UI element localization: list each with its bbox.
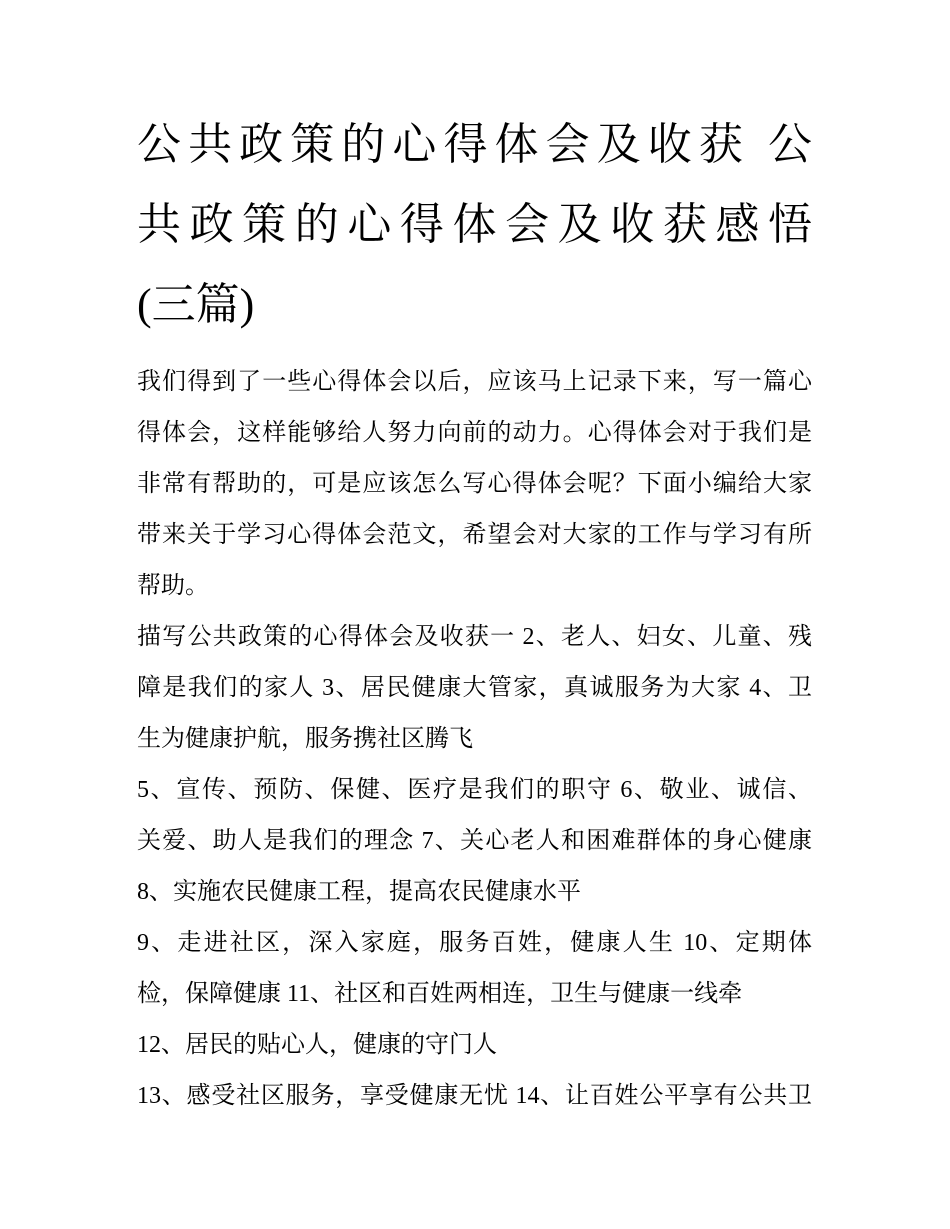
text-line: 关爱、助人是我们的理念 7、关心老人和困难群体的身心健康 <box>137 828 812 854</box>
paragraph-slogans-5 <box>137 1020 812 1071</box>
paragraph-intro <box>137 357 812 612</box>
text-line: 5、宣传、预防、保健、医疗是我们的职守 6、敬业、诚信、 <box>137 777 812 803</box>
text-line: 障是我们的家人 3、居民健康大管家，真诚服务为大家 4、卫 <box>137 675 812 701</box>
text-line: 13、感受社区服务，享受健康无忧 14、让百姓公平享有公共卫 <box>137 1083 812 1109</box>
text-line: 9、走进社区，深入家庭，服务百姓，健康人生 10、定期体 <box>137 930 812 956</box>
text-line: 检，保障健康 11、社区和百姓两相连，卫生与健康一线牵 <box>137 981 743 1007</box>
title-line: (三篇) <box>137 280 255 329</box>
text-line: 描写公共政策的心得体会及收获一 2、老人、妇女、儿童、残 <box>137 624 812 650</box>
page-content <box>137 105 812 1122</box>
text-line: 带来关于学习心得体会范文，希望会对大家的工作与学习有所 <box>137 522 812 548</box>
paragraph-slogans-1 <box>137 612 812 765</box>
title-line: 公共政策的心得体会及收获 公 <box>137 120 812 169</box>
title-line: 共政策的心得体会及收获感悟 <box>137 200 812 249</box>
text-line: 得体会，这样能够给人努力向前的动力。心得体会对于我们是 <box>137 420 812 446</box>
text-line: 帮助。 <box>137 573 209 599</box>
text-line: 12、居民的贴心人，健康的守门人 <box>137 1032 497 1058</box>
paragraph-slogans-4 <box>137 918 812 1020</box>
text-line: 非常有帮助的，可是应该怎么写心得体会呢？下面小编给大家 <box>137 471 812 497</box>
document-title <box>137 105 812 345</box>
text-line: 我们得到了一些心得体会以后，应该马上记录下来，写一篇心 <box>137 369 812 395</box>
text-line: 生为健康护航，服务携社区腾飞 <box>137 726 473 752</box>
paragraph-slogans-6 <box>137 1071 812 1122</box>
paragraph-slogans-3 <box>137 867 812 918</box>
text-line: 8、实施农民健康工程，提高农民健康水平 <box>137 879 581 905</box>
document-body <box>137 357 812 1122</box>
paragraph-slogans-2 <box>137 765 812 867</box>
